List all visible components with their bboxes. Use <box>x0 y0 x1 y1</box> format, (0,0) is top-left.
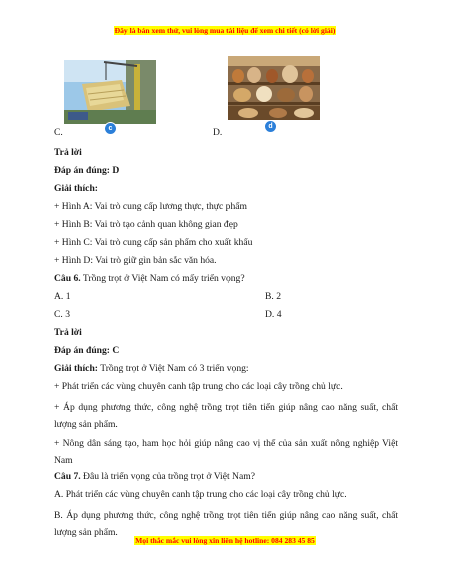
photo-badge-d: d <box>264 120 277 133</box>
export-rice-illustration <box>64 60 156 124</box>
option-a: A. Phát triển các vùng chuyên canh tập trung cho các loại cây trồng chủ lực. <box>54 489 347 500</box>
correct-answer: Đáp án đúng: D <box>54 165 120 176</box>
explanation-heading: Giải thích: <box>54 183 98 194</box>
explanation-text: Trồng trọt ở Việt Nam có 3 triển vọng: <box>97 363 249 374</box>
preview-banner <box>0 26 450 35</box>
hotline-banner <box>0 536 450 545</box>
option-d: D. 4 <box>265 309 282 320</box>
option-b: B. Áp dụng phương thức, công nghệ trồng trọt tiên tiến giúp nâng cao năng suất, chất lượng sản phẩm. <box>54 510 398 538</box>
explanation-item: + Hình C: Vai trò cung cấp sản phẩm cho xuất khẩu <box>54 237 253 248</box>
handicraft-illustration <box>228 56 320 120</box>
question-7 <box>54 471 398 483</box>
explanation-item: + Nông dân sáng tạo, ham học hỏi giúp nâng cao vị thế của sản xuất nông nghiệp Việt Nam <box>54 438 398 466</box>
explanation-heading: Giải thích: <box>54 363 98 374</box>
question-6 <box>54 273 398 285</box>
option-b: B. 2 <box>265 291 281 302</box>
photo-badge-c: c <box>104 122 117 135</box>
option-d-label: D. <box>213 127 223 138</box>
answer-heading: Trả lời <box>54 147 82 158</box>
explanation-item: + Phát triển các vùng chuyên canh tập trung cho các loại cây trồng chủ lực. <box>54 381 343 392</box>
explanation-item: + Hình A: Vai trò cung cấp lương thực, thực phẩm <box>54 201 247 212</box>
correct-answer: Đáp án đúng: C <box>54 345 120 356</box>
question-text: Trồng trọt ở Việt Nam có mấy triển vọng? <box>80 273 245 284</box>
question-number: Câu 7. <box>54 471 81 482</box>
explanation-item: + Hình B: Vai trò tạo cảnh quan không gian đẹp <box>54 219 238 230</box>
option-a: A. 1 <box>54 291 71 302</box>
answer-heading: Trả lời <box>54 327 82 338</box>
option-c: C. 3 <box>54 309 70 320</box>
hotline-banner-text: Mọi thắc mắc vui lòng xin liên hệ hotline: 084 283 45 85 <box>135 536 315 545</box>
question-number: Câu 6. <box>54 273 81 284</box>
explanation-item: + Áp dụng phương thức, công nghệ trồng trọt tiên tiến giúp nâng cao năng suất, chất lượng sản phẩm. <box>54 402 398 430</box>
preview-banner-text: Đây là bản xem thử, vui lòng mua tài liệu để xem chi tiết (có lời giải) <box>114 26 336 35</box>
explanation-line <box>54 363 398 375</box>
export-rice-photo <box>64 60 156 124</box>
explanation-item: + Hình D: Vai trò giữ gìn bản sắc văn hóa. <box>54 255 217 266</box>
question-text: Đâu là triển vọng của trồng trọt ở Việt Nam? <box>80 471 255 482</box>
handicraft-photo <box>228 56 320 120</box>
option-c-label: C. <box>54 127 63 138</box>
